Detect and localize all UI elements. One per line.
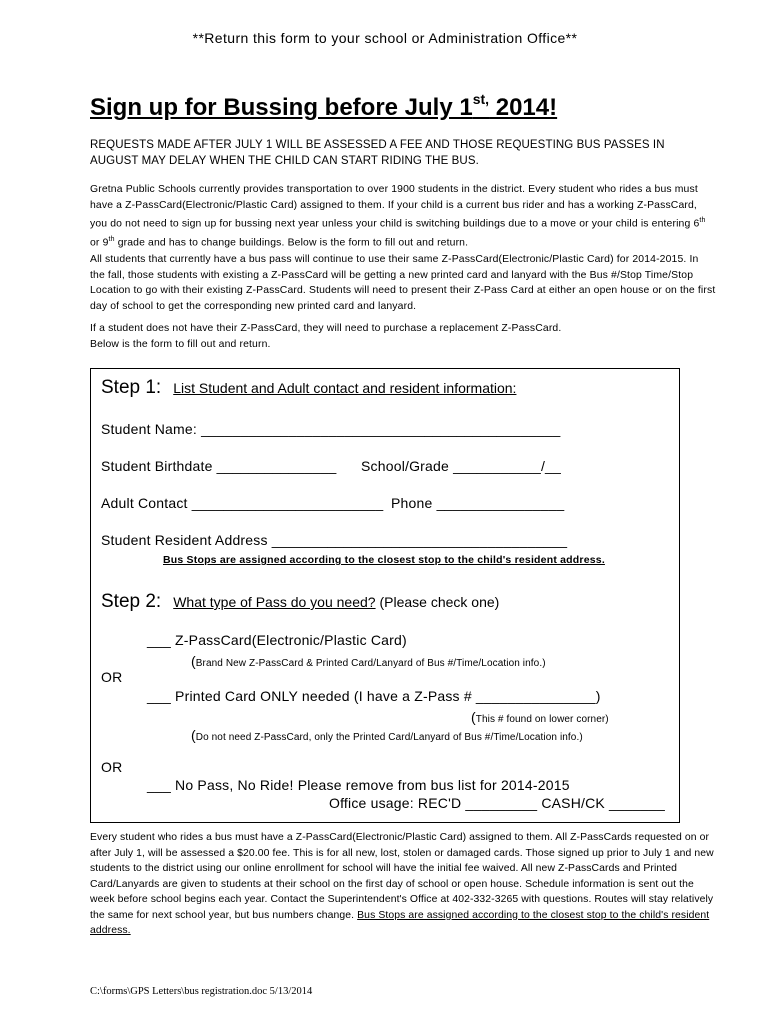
open-paren: ( bbox=[471, 709, 476, 725]
title-text: Sign up for Bussing before July 1 bbox=[90, 94, 473, 121]
fee-warning: REQUESTS MADE AFTER JULY 1 WILL BE ASSESSED A FEE AND THOSE REQUESTING BUS PASSES IN AUGUST MAY DELAY WHEN THE CHILD CAN START RIDING THE BUS. bbox=[90, 139, 665, 167]
intro-paragraph-1 bbox=[90, 182, 716, 251]
bottom-underlined-note: Bus Stops are assigned according to the closest stop to the child's resident address. bbox=[90, 909, 710, 936]
office-usage-field: Office usage: REC'D _________ CASH/CK _______ bbox=[329, 795, 665, 811]
file-path-footer: C:\forms\GPS Letters\bus registration.doc 5/13/2014 bbox=[90, 986, 313, 997]
p1-part-b: or 9 bbox=[90, 237, 109, 249]
p1-part-a: Gretna Public Schools currently provides transportation to over 1900 students in the district. Every student who rides a bus must have a Z-PassCard(Electronic/Plastic Card) assigned to them. If your child is a current bus rider and has a working Z-PassCard, you do not need to sign up for bussing next year unless your child is switching buildings due to a move or your child is entering 6 bbox=[90, 184, 700, 230]
intro-paragraph-2: All students that currently have a bus pass will continue to use their same Z-PassCard(Electronic/Plastic Card) for 2014-2015. In the fall, those students with existing a Z-PassCard will be getting a new printed card and lanyard with the Bus #/Stop Time/Stop Location to go with their existing Z-PassCard. Students will need to present their Z-Pass Card at either an open house or on the first day of school to get the corresponding new printed card and lanyard. bbox=[90, 254, 716, 312]
title-superscript: st, bbox=[472, 91, 490, 107]
phone-field[interactable]: Phone ________________ bbox=[391, 495, 565, 511]
school-grade-field[interactable]: School/Grade ___________/__ bbox=[361, 458, 562, 474]
bus-stop-note: Bus Stops are assigned according to the closest stop to the child's resident address. bbox=[163, 554, 605, 566]
bottom-text: Every student who rides a bus must have a Z-PassCard(Electronic/Plastic Card) assigned to them. All Z-PassCards requested on or after July 1, will be assessed a $20.00 fee. This is for all new, lost, stolen or damaged cards. Those signed up prior to July 1 and new students to the district using our online enrollment for school will have the initial fee waived. All new Z-PassCards and Printed Card/Lanyards are given to students at their school on the first day of school or open house. Schedule information is sent out the week before school begins each year. Contact the Superintendent's Office at 402-332-3265 with questions. Routes will stay relatively the same for next school year, but bus numbers change. bbox=[90, 832, 714, 921]
bottom-paragraph bbox=[90, 830, 718, 939]
page-title bbox=[90, 93, 557, 122]
option-zpasscard[interactable]: ___ Z-PassCard(Electronic/Plastic Card) bbox=[147, 632, 407, 648]
step2-label: Step 2: bbox=[101, 591, 162, 612]
title-year: 2014! bbox=[489, 94, 558, 121]
adult-contact-field[interactable]: Adult Contact ________________________ bbox=[101, 495, 384, 511]
printed-card-note bbox=[191, 727, 583, 743]
opt2-note1-text: This # found on lower corner) bbox=[475, 714, 609, 725]
option-no-pass[interactable]: ___ No Pass, No Ride! Please remove from bus list for 2014-2015 bbox=[147, 777, 570, 793]
open-paren: ( bbox=[191, 727, 196, 743]
intro-paragraph-3 bbox=[90, 321, 716, 352]
step2-title bbox=[173, 594, 499, 610]
p3-line-1: If a student does not have their Z-PassCard, they will need to purchase a replacement Z-PassCard. bbox=[90, 323, 562, 334]
step2-heading bbox=[101, 591, 499, 613]
student-name-field[interactable]: Student Name: _____________________________________________ bbox=[101, 421, 561, 437]
opt2-note2-text: Do not need Z-PassCard, only the Printed Card/Lanyard of Bus #/Time/Location info.) bbox=[195, 732, 583, 743]
open-paren: ( bbox=[191, 653, 196, 669]
option-printed-card[interactable]: ___ Printed Card ONLY needed (I have a Z-Pass # _______________) bbox=[147, 688, 601, 704]
p1-sup-2: th bbox=[108, 235, 115, 243]
birthdate-field[interactable]: Student Birthdate _______________ bbox=[101, 458, 337, 474]
option-zpasscard-note bbox=[191, 653, 546, 669]
step2-title-rest: (Please check one) bbox=[375, 594, 500, 610]
step1-heading bbox=[101, 377, 516, 399]
or-label-2: OR bbox=[101, 759, 123, 775]
zpass-number-note bbox=[471, 709, 609, 725]
resident-address-field[interactable]: Student Resident Address _____________________________________ bbox=[101, 532, 568, 548]
form-box bbox=[90, 368, 680, 823]
p3-line-2: Below is the form to fill out and return. bbox=[90, 338, 271, 350]
or-label-1: OR bbox=[101, 669, 123, 685]
step2-title-underlined: What type of Pass do you need? bbox=[173, 594, 376, 610]
p1-sup-1: th bbox=[699, 217, 706, 224]
opt1-note-text: Brand New Z-PassCard & Printed Card/Lanyard of Bus #/Time/Location info.) bbox=[195, 658, 546, 669]
return-note: **Return this form to your school or Administration Office** bbox=[192, 30, 578, 46]
step1-label: Step 1: bbox=[101, 377, 162, 398]
step1-title: List Student and Adult contact and resident information: bbox=[173, 380, 517, 396]
p1-part-c: grade and has to change buildings. Below is the form to fill out and return. bbox=[114, 237, 469, 249]
